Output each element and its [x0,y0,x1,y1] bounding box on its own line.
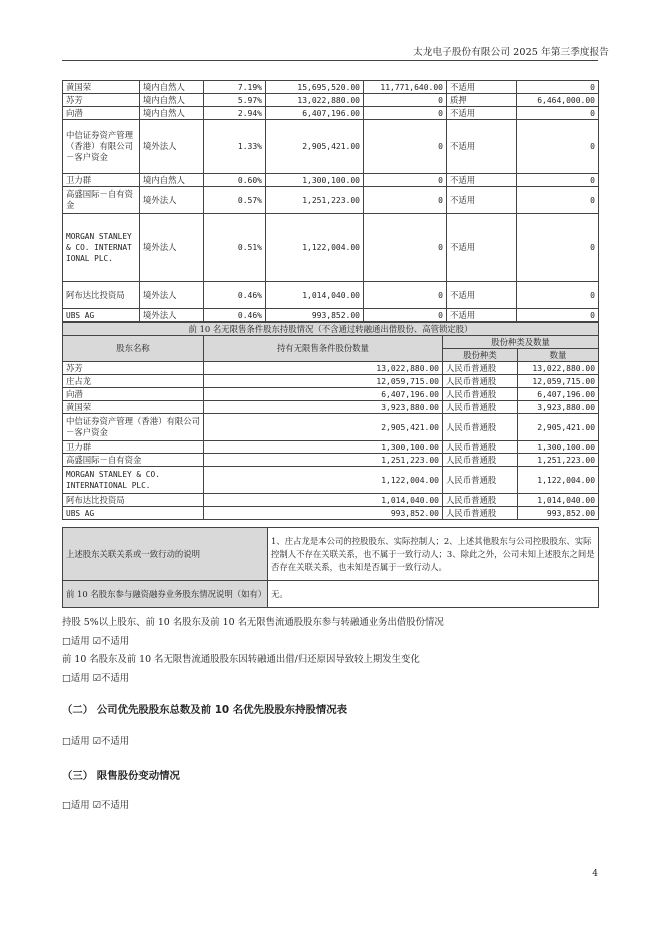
relation-text: 1、庄占龙是本公司的控股股东、实际控制人；2、上述其他股东与公司控股股东、实际控制人不存在关联关系，也不属于一致行动人；3、除此之外，公司未知上述股东之间是否存在关联关系，也未知是否属于一致行动人。 [268,528,599,581]
holder-pct: 0.46% [204,282,266,309]
table-row [63,388,599,401]
holder-qty: 0 [517,174,599,187]
holder-status: 不适用 [447,81,517,94]
holder-shares: 1,300,100.00 [266,174,364,187]
unrestricted-qty: 1,122,004.00 [518,467,599,494]
unrestricted-qty: 2,905,421.00 [518,414,599,441]
holder-shares: 15,695,520.00 [266,81,364,94]
holder-status: 不适用 [447,187,517,214]
holder-status: 不适用 [447,282,517,309]
unrestricted-qty: 1,251,223.00 [518,454,599,467]
table-row [63,528,599,581]
holder-type: 境外法人 [140,309,204,322]
unrestricted-kind: 人民币普通股 [443,507,518,520]
col-header-class: 股份种类及数量 [443,336,599,349]
unrestricted-qty: 993,852.00 [518,507,599,520]
table-row [63,454,599,467]
holder-name: 黄国荣 [63,81,140,94]
holder-restricted: 0 [364,107,447,120]
holder-type: 境内自然人 [140,174,204,187]
holder-shares: 6,407,196.00 [266,107,364,120]
unrestricted-qty: 13,022,880.00 [518,362,599,375]
unrestricted-kind: 人民币普通股 [443,375,518,388]
holder-qty: 0 [517,187,599,214]
holder-status: 不适用 [447,309,517,322]
holder-pct: 0.57% [204,187,266,214]
page-number: 4 [592,869,598,879]
holder-restricted: 0 [364,120,447,174]
unrestricted-kind: 人民币普通股 [443,454,518,467]
holder-restricted: 0 [364,309,447,322]
unrestricted-name: 阿布达比投资局 [63,494,204,507]
holder-shares: 1,014,040.00 [266,282,364,309]
table-row [63,467,599,494]
unrestricted-shares: 2,905,421.00 [204,414,443,441]
holder-type: 境内自然人 [140,107,204,120]
holder-type: 境外法人 [140,282,204,309]
holder-restricted: 0 [364,282,447,309]
unrestricted-name: 中信证券资产管理（香港）有限公司－客户资金 [63,414,204,441]
holder-name: UBS AG [63,309,140,322]
holder-restricted: 11,771,640.00 [364,81,447,94]
unrestricted-name: 高盛国际－自有资金 [63,454,204,467]
holder-pct: 0.51% [204,214,266,282]
unrestricted-qty: 6,407,196.00 [518,388,599,401]
section-heading-restricted: （三） 限售股份变动情况 [62,770,180,782]
holder-type: 境内自然人 [140,94,204,107]
lending-paragraph: 持股 5%以上股东、前 10 名股东及前 10 名无限售流通股股东参与转融通业务出借股份情况 [62,617,444,628]
margin-text: 无。 [268,581,599,608]
header-row [63,336,599,349]
section-heading-preferred: （二） 公司优先股股东总数及前 10 名优先股股东持股情况表 [62,704,348,716]
holder-name: 卫力群 [63,174,140,187]
holder-type: 境外法人 [140,187,204,214]
table-row [63,441,599,454]
holder-name: 向潜 [63,107,140,120]
na-option: □适用 ☑不适用 [62,800,130,811]
unrestricted-shares: 993,852.00 [204,507,443,520]
table-row [63,94,599,107]
col-header-shares: 持有无限售条件股份数量 [204,336,443,362]
holder-pct: 0.60% [204,174,266,187]
holder-name: 苏芳 [63,94,140,107]
margin-label: 前 10 名股东参与融资融券业务股东情况说明（如有） [63,581,268,608]
holder-name: MORGAN STANLEY & CO. INTERNATIONAL PLC. [63,214,140,282]
unrestricted-holders-table [62,322,599,520]
unrestricted-kind: 人民币普通股 [443,494,518,507]
unrestricted-name: 庄占龙 [63,375,204,388]
unrestricted-table-title: 前 10 名无限售条件股东持股情况（不含通过转融通出借股份、高管锁定股） [63,323,599,336]
unrestricted-kind: 人民币普通股 [443,388,518,401]
unrestricted-shares: 3,923,880.00 [204,401,443,414]
holder-pct: 5.97% [204,94,266,107]
holder-restricted: 0 [364,214,447,282]
table-row [63,494,599,507]
holder-restricted: 0 [364,174,447,187]
holder-pct: 2.94% [204,107,266,120]
unrestricted-shares: 12,059,715.00 [204,375,443,388]
col-header-kind: 股份种类 [443,349,518,362]
table-row [63,362,599,375]
header-rule [62,60,598,61]
holder-qty: 0 [517,107,599,120]
holder-shares: 2,905,421.00 [266,120,364,174]
unrestricted-name: 向潜 [63,388,204,401]
table-row [63,282,599,309]
holder-restricted: 0 [364,187,447,214]
table-row [63,107,599,120]
table-row [63,174,599,187]
holder-name: 高盛国际－自有资金 [63,187,140,214]
na-option: □适用 ☑不适用 [62,636,130,647]
unrestricted-shares: 6,407,196.00 [204,388,443,401]
holder-pct: 0.46% [204,309,266,322]
holder-qty: 0 [517,282,599,309]
holder-pct: 7.19% [204,81,266,94]
unrestricted-kind: 人民币普通股 [443,441,518,454]
holder-qty: 0 [517,214,599,282]
unrestricted-shares: 1,014,040.00 [204,494,443,507]
change-paragraph: 前 10 名股东及前 10 名无限售流通股股东因转融通出借/归还原因导致较上期发生变化 [62,654,420,665]
unrestricted-name: UBS AG [63,507,204,520]
unrestricted-qty: 12,059,715.00 [518,375,599,388]
table-row [63,581,599,608]
unrestricted-qty: 3,923,880.00 [518,401,599,414]
table-row [63,81,599,94]
holder-type: 境外法人 [140,214,204,282]
unrestricted-name: 卫力群 [63,441,204,454]
holder-shares: 13,022,880.00 [266,94,364,107]
holder-status: 不适用 [447,120,517,174]
holder-restricted: 0 [364,94,447,107]
holder-pct: 1.33% [204,120,266,174]
holder-qty: 0 [517,309,599,322]
na-option: □适用 ☑不适用 [62,736,130,747]
na-option: □适用 ☑不适用 [62,673,130,684]
unrestricted-qty: 1,300,100.00 [518,441,599,454]
table-row [63,414,599,441]
holder-type: 境外法人 [140,120,204,174]
unrestricted-kind: 人民币普通股 [443,414,518,441]
unrestricted-kind: 人民币普通股 [443,401,518,414]
table-row [63,507,599,520]
holder-qty: 6,464,000.00 [517,94,599,107]
table-row [63,120,599,174]
holder-shares: 1,122,004.00 [266,214,364,282]
unrestricted-kind: 人民币普通股 [443,467,518,494]
table-row [63,375,599,388]
col-header-name: 股东名称 [63,336,204,362]
holder-status: 不适用 [447,214,517,282]
report-header: 太龙电子股份有限公司 2025 年第三季度报告 [413,47,609,58]
holder-qty: 0 [517,120,599,174]
holder-status: 质押 [447,94,517,107]
table-title-row [63,323,599,336]
unrestricted-shares: 1,251,223.00 [204,454,443,467]
unrestricted-name: 苏芳 [63,362,204,375]
holder-type: 境内自然人 [140,81,204,94]
unrestricted-qty: 1,014,040.00 [518,494,599,507]
unrestricted-name: MORGAN STANLEY & CO. INTERNATIONAL PLC. [63,467,204,494]
unrestricted-name: 黄国荣 [63,401,204,414]
holder-name: 阿布达比投资局 [63,282,140,309]
holder-qty: 0 [517,81,599,94]
table-row [63,214,599,282]
notes-table [62,527,599,608]
holder-shares: 993,852.00 [266,309,364,322]
holder-status: 不适用 [447,174,517,187]
table-row [63,401,599,414]
relation-label: 上述股东关联关系或一致行动的说明 [63,528,268,581]
table-row [63,309,599,322]
unrestricted-kind: 人民币普通股 [443,362,518,375]
unrestricted-shares: 1,122,004.00 [204,467,443,494]
holder-status: 不适用 [447,107,517,120]
table-row [63,187,599,214]
holder-shares: 1,251,223.00 [266,187,364,214]
unrestricted-shares: 13,022,880.00 [204,362,443,375]
col-header-qty: 数量 [518,349,599,362]
unrestricted-shares: 1,300,100.00 [204,441,443,454]
holder-name: 中信证券资产管理（香港）有限公司－客户资金 [63,120,140,174]
top-holders-table [62,80,599,322]
